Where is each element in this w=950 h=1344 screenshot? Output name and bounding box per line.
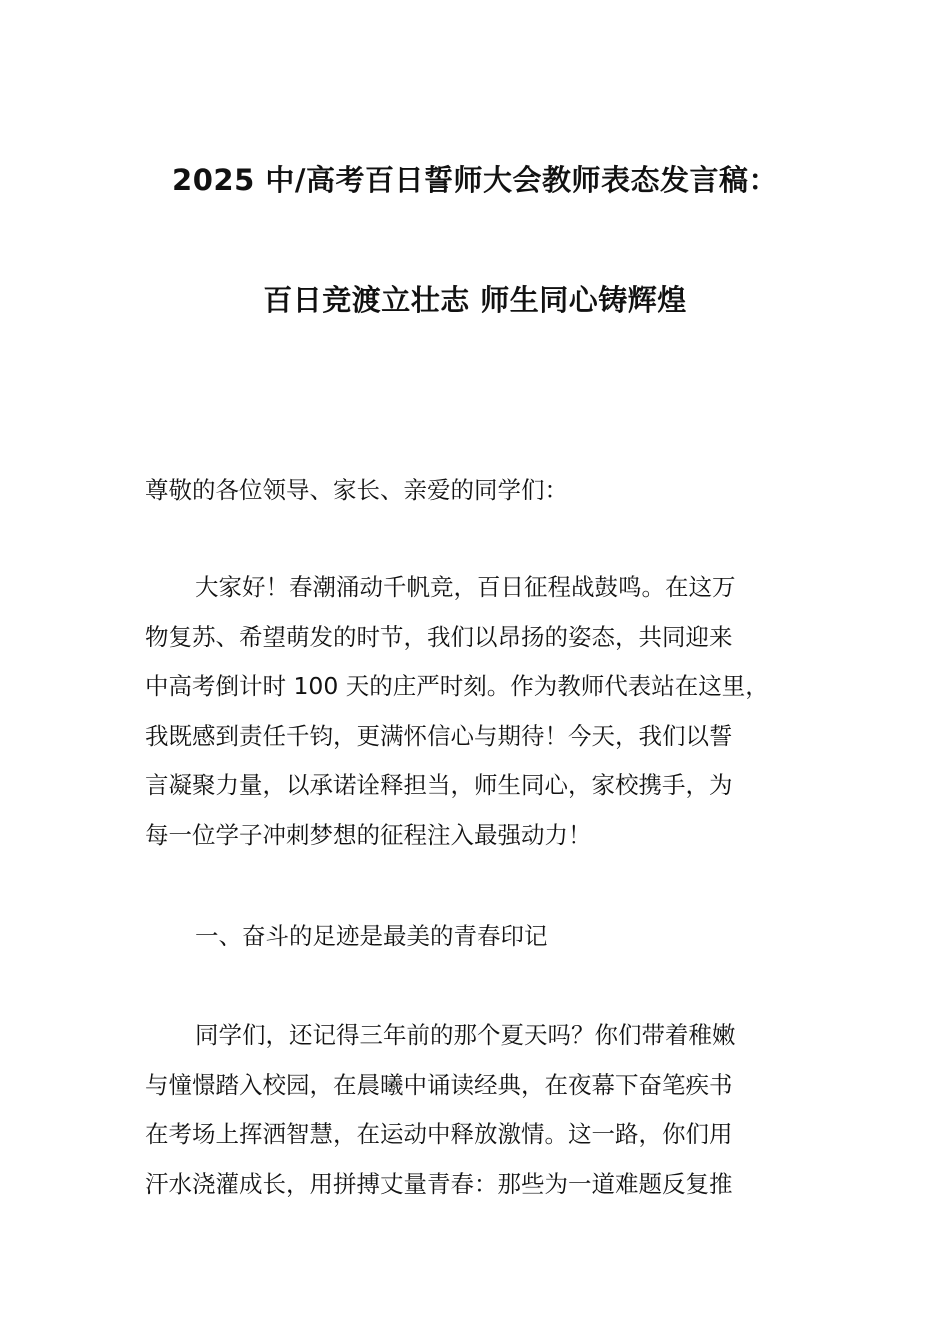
section-heading-1: 一、奋斗的足迹是最美的青春印记 — [195, 922, 548, 950]
paragraph-line: 中高考倒计时 100 天的庄严时刻。作为教师代表站在这里， — [145, 672, 769, 701]
paragraph-line: 同学们，还记得三年前的那个夏天吗？你们带着稚嫩 — [195, 1021, 736, 1049]
paragraph-line: 我既感到责任千钧，更满怀信心与期待！今天，我们以誓 — [145, 721, 733, 750]
paragraph-2 — [145, 1011, 810, 1209]
salutation: 尊敬的各位领导、家长、亲爱的同学们： — [145, 476, 568, 504]
document-title-line-2: 百日竞渡立壮志 师生同心铸辉煌 — [263, 283, 687, 317]
paragraph-line: 在考场上挥洒智慧，在运动中释放激情。这一路，你们用 — [145, 1120, 733, 1149]
paragraph-line: 物复苏、希望萌发的时节，我们以昂扬的姿态，共同迎来 — [145, 622, 733, 651]
paragraph-line: 每一位学子冲刺梦想的征程注入最强动力！ — [145, 820, 592, 849]
paragraph-line: 大家好！春潮涌动千帆竞，百日征程战鼓鸣。在这万 — [195, 573, 736, 601]
document-title-line-1: 2025 中/高考百日誓师大会教师表态发言稿： — [172, 163, 778, 197]
paragraph-1 — [145, 563, 810, 861]
paragraph-line: 汗水浇灌成长，用拼搏丈量青春：那些为一道难题反复推 — [145, 1169, 733, 1198]
paragraph-line: 言凝聚力量，以承诺诠释担当，师生同心，家校携手，为 — [145, 771, 733, 800]
paragraph-line: 与憧憬踏入校园，在晨曦中诵读经典，在夜幕下奋笔疾书 — [145, 1070, 733, 1099]
